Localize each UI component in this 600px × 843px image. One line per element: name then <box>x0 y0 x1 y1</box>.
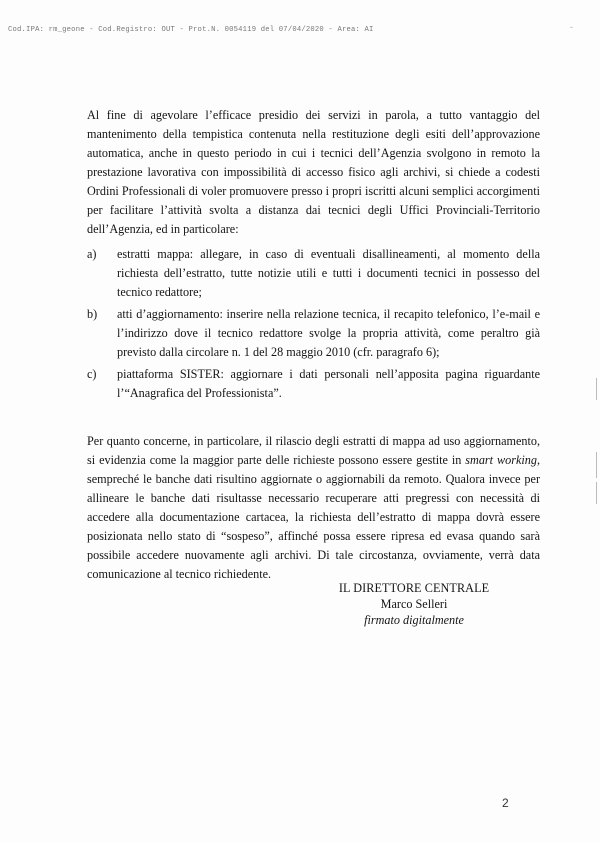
list-item-text: piattaforma SISTER: aggiornare i dati personali nell’apposita pagina riguardante l’“Anagrafica del Professionista”. <box>117 367 540 400</box>
list-item <box>87 305 540 362</box>
list-item <box>87 365 540 403</box>
recommendations-list <box>87 245 540 406</box>
scan-mark <box>596 378 597 400</box>
corner-mark: - <box>570 22 573 32</box>
protocol-stamp: Cod.IPA: rm_geone - Cod.Registro: OUT - Prot.N. 0054119 del 07/04/2020 - Area: AI <box>8 26 374 34</box>
smart-working-emphasis: smart working <box>465 453 537 467</box>
list-marker: c) <box>87 367 97 381</box>
list-item <box>87 245 540 302</box>
scan-mark <box>596 482 597 504</box>
intro-paragraph: Al fine di agevolare l’efficace presidio dei servizi in parola, a tutto vantaggio del mantenimento della tempistica contenuta nella restituzione degli esiti dell’approvazione automatica, anche in questo periodo in cui i tecnici dell’Agenzia svolgono in remoto la prestazione lavorativa con impossibilità di accesso fisico agli archivi, si chiede a codesti Ordini Professionali di voler promuovere presso i propri iscritti alcuni semplici accorgimenti per facilitare l’attività svolta a distanza dai tecnici degli Uffici Provinciali-Territorio dell’Agenzia, ed in particolare: <box>87 108 540 236</box>
signature-note: firmato digitalmente <box>364 613 464 627</box>
signature-name: Marco Selleri <box>380 597 448 611</box>
extracts-paragraph <box>87 432 540 584</box>
page-number: 2 <box>502 796 509 810</box>
scan-mark <box>596 452 597 478</box>
extracts-paragraph-end: , sempreché le banche dati risultino aggiornate o aggiornabili da remoto. Qualora invece per allineare le banche dati risultasse necessario recuperare atti pregressi con necessità di accedere alla documentazione cartacea, la richiesta dell’estratto di mappa dovrà essere posizionata nello stato di “sospeso”, affinché possa essere ripresa ed evasa quando sarà possibile accedere nuovamente agli archivi. Di tale circostanza, ovviamente, verrà data comunicazione al tecnico richiedente. <box>87 453 541 581</box>
list-marker: b) <box>87 307 98 321</box>
signature-title: IL DIRETTORE CENTRALE <box>338 581 490 595</box>
extracts-paragraph-start: Per quanto concerne, in particolare, il rilascio degli estratti di mappa ad uso aggiornamento, si evidenzia come la maggior parte delle richieste possono essere gestite in <box>87 434 540 467</box>
list-item-text: estratti mappa: allegare, in caso di eventuali disallineamenti, al momento della richiesta dell’estratto, tutte notizie utili e tutti i documenti tecnici in possesso del tecnico redattore; <box>117 247 540 299</box>
list-marker: a) <box>87 247 97 261</box>
list-item-text: atti d’aggiornamento: inserire nella relazione tecnica, il recapito telefonico, l’e-mail e l’indirizzo dove il tecnico redattore svolge la propria attività, come peraltro già previsto dalla circolare n. 1 del 28 maggio 2010 (cfr. paragrafo 6); <box>117 307 540 359</box>
signature-block <box>334 580 494 628</box>
